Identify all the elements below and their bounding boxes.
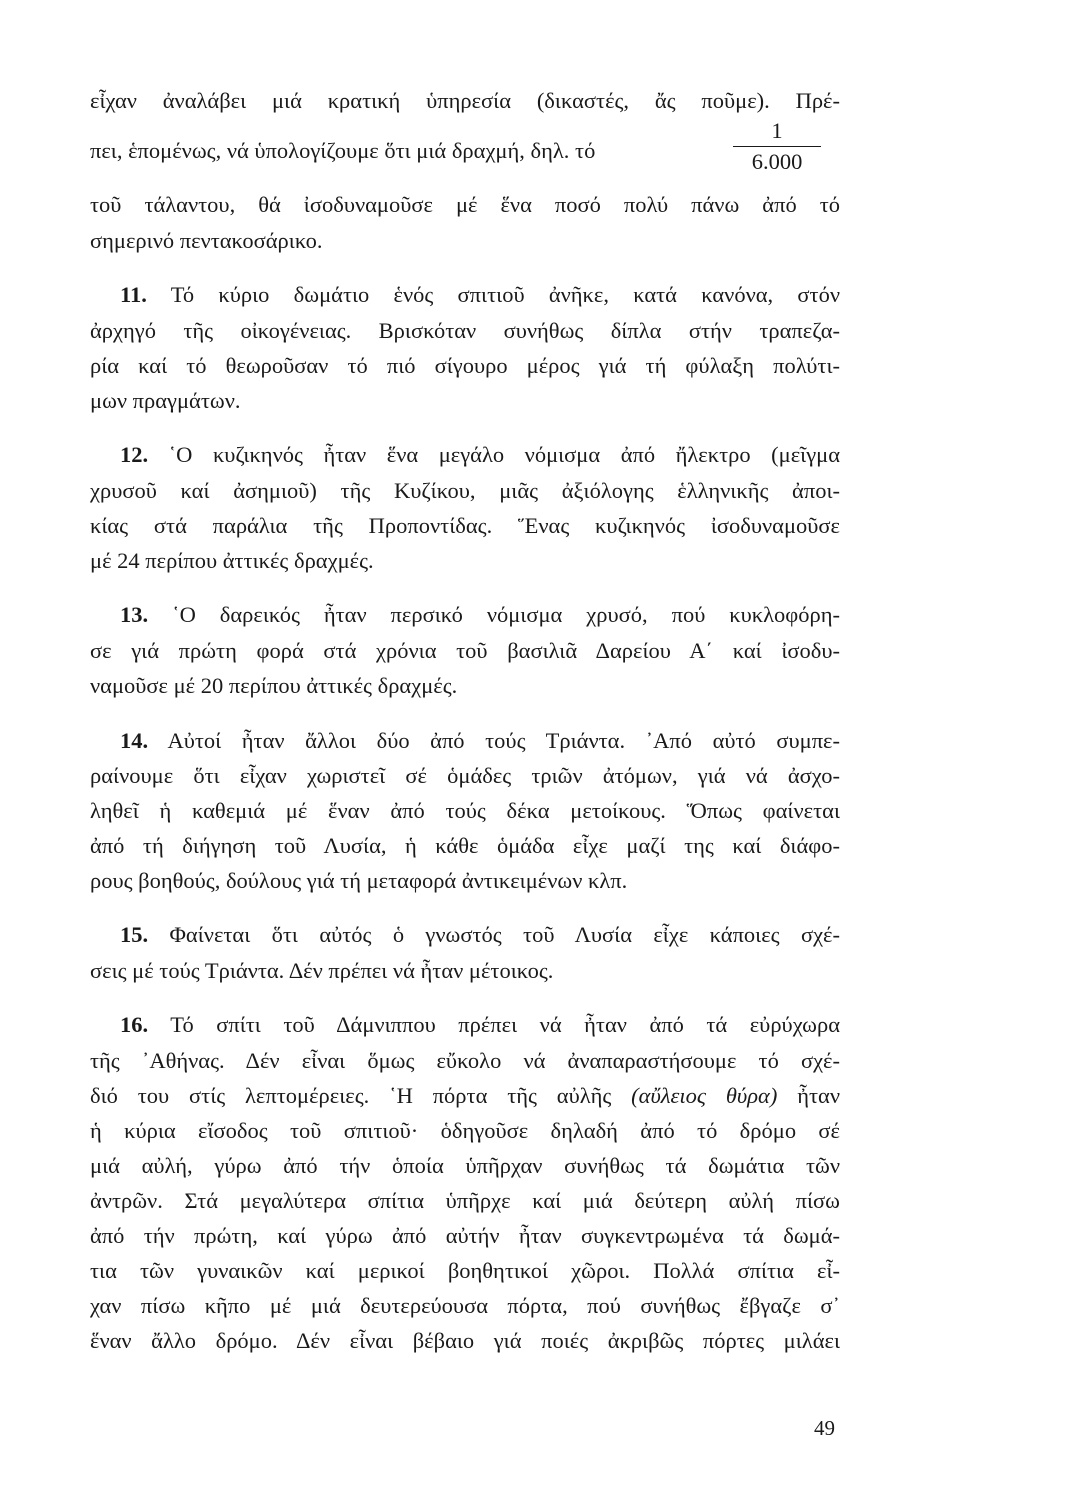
text-line: σημερινό πεντακοσάρικο. [90,228,323,253]
text-line: πει, ἑπομένως, νά ὑπολογίζουμε ὅτι μιά δραχμή, δηλ. τό [90,138,596,163]
text-line [90,386,840,416]
note-number: 14. [120,728,149,753]
line-text: ἀρχηγό τῆς οἰκογένειας. Βρισκόταν συνήθως δίπλα στήν τραπεζα- [90,318,840,343]
line-text: διό του στίς λεπτομέρειες. ῾Η πόρτα τῆς αὐλῆς [90,1083,632,1108]
text-line [90,511,840,541]
text-line [90,1256,840,1286]
text-line [90,1151,840,1181]
text-line [90,1291,840,1321]
line-text: χαν πίσω κῆπο μέ μιά δευτερεύουσα πόρτα, πού συνήθως ἔβγαζε σ᾽ [90,1293,840,1318]
fraction-denominator: 6.000 [751,149,803,174]
text-line [90,1186,840,1216]
line-text: μέ 24 περίπου ἀττικές δραχμές. [90,548,374,573]
text-line [90,761,840,791]
line-text: ρία καί τό θεωροῦσαν τό πιό σίγουρο μέρος γιά τή φύλαξη πολύτι- [90,353,840,378]
line-text: μιά αὐλή, γύρω ἀπό τήν ὁποία ὑπῆρχαν συνήθως τά δωμάτια τῶν [90,1153,840,1178]
line-text: τια τῶν γυναικῶν καί μερικοί βοηθητικοί χῶροι. Πολλά σπίτια εἶ- [90,1258,840,1283]
note-11-first-line [120,280,840,310]
line-text: ἦταν [777,1083,840,1108]
text-line: εἶχαν ἀναλάβει μιά κρατική ὑπηρεσία (δικαστές, ἄς ποῦμε). Πρέ- [90,88,840,113]
line-text: ἕναν ἄλλο δρόμο. Δέν εἶναι βέβαιο γιά ποιές ἀκριβῶς πόρτες μιλάει [90,1328,840,1353]
line-text: ἀπό τή διήγηση τοῦ Λυσία, ἡ κάθε ὁμάδα εἶχε μαζί της καί διάφο- [90,833,840,858]
line-text: χρυσοῦ καί ἀσημιοῦ) τῆς Κυζίκου, μιᾶς ἀξιόλογης ἑλληνικῆς ἀποι- [90,478,840,503]
line-text: Αὐτοί ἦταν ἄλλοι δύο ἀπό τούς Τριάντα. ᾿Από αὐτό συμπε- [167,728,841,753]
text-line [90,1081,840,1111]
text-line [90,1326,840,1356]
text-line [90,866,840,896]
fraction-bar [733,146,821,147]
note-12-first-line [120,440,840,470]
line-text: Τό κύριο δωμάτιο ἑνός σπιτιοῦ ἀνῆκε, κατά κανόνα, στόν [170,282,840,307]
italic-term: (αὔλειος θύρα) [631,1083,778,1108]
note-number: 13. [120,602,149,627]
note-16-first-line [120,1010,840,1040]
note-number: 12. [120,442,149,467]
line-text: μων πραγμάτων. [90,388,241,413]
line-text: ἡ κύρια εἴσοδος τοῦ σπιτιοῦ· ὁδηγοῦσε δηλαδή ἀπό τό δρόμο σέ [90,1118,840,1143]
text-line [90,351,840,381]
text-line [90,796,840,826]
note-15-first-line [120,920,840,950]
note-13-first-line [120,600,840,630]
text-line: τοῦ τάλαντου, θά ἰσοδυναμοῦσε μέ ἕνα ποσό πολύ πάνω ἀπό τό [90,192,840,217]
line-text: ἀπό τήν πρώτη, καί γύρω ἀπό αὐτήν ἦταν συγκεντρωμένα τά δωμά- [90,1223,840,1248]
text-line [90,546,840,576]
fraction [733,118,821,175]
line-text: Τό σπίτι τοῦ Δάμνιππου πρέπει νά ἦταν ἀπό τά εὐρύχωρα [170,1012,841,1037]
text-line [90,831,840,861]
text-line [90,956,840,986]
line-text: Φαίνεται ὅτι αὐτός ὁ γνωστός τοῦ Λυσία εἶχε κάποιες σχέ- [169,922,840,947]
text-line [90,316,840,346]
line-text: ρους βοηθούς, δούλους γιά τή μεταφορά ἀντικειμένων κλπ. [90,868,628,893]
line-text: ληθεῖ ἡ καθεμιά μέ ἕναν ἀπό τούς δέκα μετοίκους. Ὅπως φαίνεται [90,798,840,823]
line-text: σεις μέ τούς Τριάντα. Δέν πρέπει νά ἦταν μέτοικος. [90,958,554,983]
note-number: 15. [120,922,149,947]
text-line [90,671,840,701]
note-number: 16. [120,1012,149,1037]
text-line [90,1046,840,1076]
line-text: ναμοῦσε μέ 20 περίπου ἀττικές δραχμές. [90,673,458,698]
line-text: σε γιά πρώτη φορά στά χρόνια τοῦ βασιλιᾶ Δαρείου Α΄ καί ἰσοδυ- [90,638,840,663]
note-14-first-line [120,726,840,756]
note-number: 11. [120,282,147,307]
line-text: ἀντρῶν. Στά μεγαλύτερα σπίτια ὑπῆρχε καί μιά δεύτερη αὐλή πίσω [90,1188,840,1213]
page-number: 49 [814,1416,835,1440]
text-line [90,636,840,666]
line-text: κίας στά παράλια τῆς Προποντίδας. Ἕνας κυζικηνός ἰσοδυναμοῦσε [90,513,840,538]
line-text: τῆς ᾿Αθήνας. Δέν εἶναι ὅμως εὔκολο νά ἀναπαραστήσουμε τό σχέ- [90,1048,840,1073]
line-text: ῾Ο δαρεικός ἦταν περσικό νόμισμα χρυσό, πού κυκλοφόρη- [172,602,840,627]
line-text: ραίνουμε ὅτι εἶχαν χωριστεῖ σέ ὁμάδες τριῶν ἀτόμων, γιά νά ἀσχο- [90,763,840,788]
line-text: ῾Ο κυζικηνός ἦταν ἕνα μεγάλο νόμισμα ἀπό ἤλεκτρο (μεῖγμα [168,442,841,467]
text-line [90,1116,840,1146]
fraction-numerator: 1 [771,118,783,143]
text-line [90,476,840,506]
text-line [90,1221,840,1251]
